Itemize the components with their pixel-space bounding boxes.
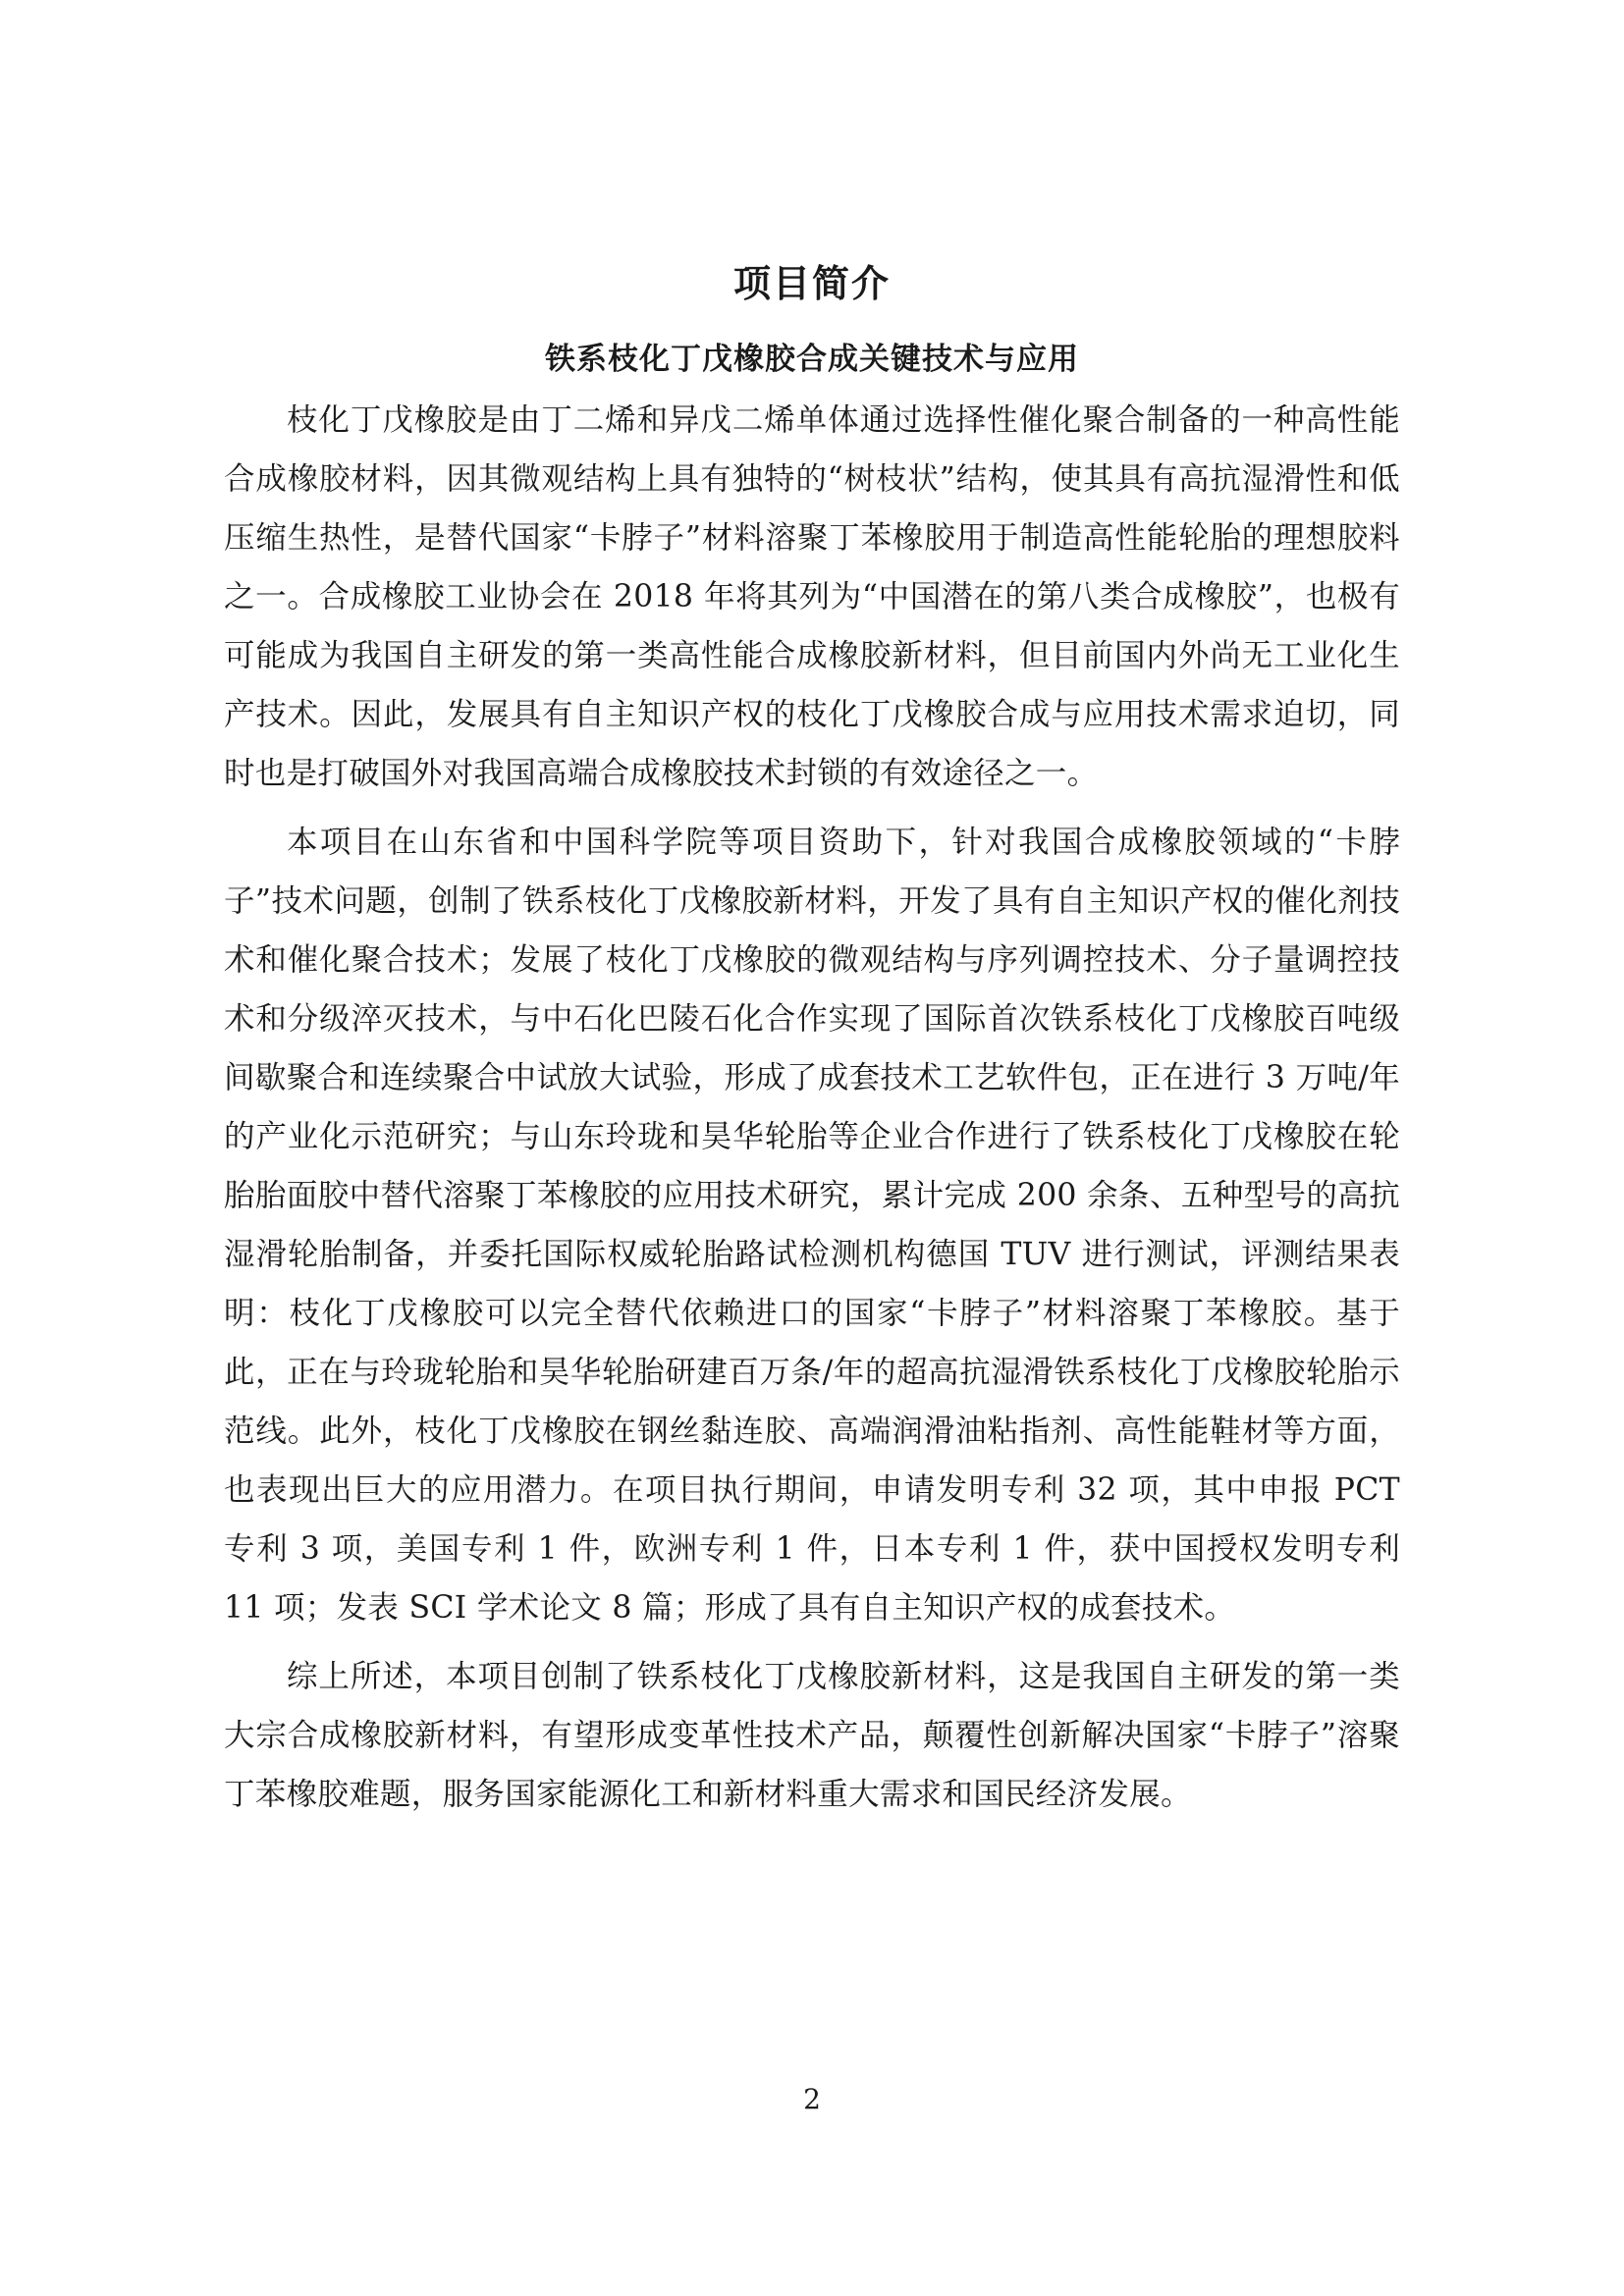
paragraph-achievements: 本项目在山东省和中国科学院等项目资助下，针对我国合成橡胶领域的“卡脖子”技术问题，创制了铁系枝化丁戊橡胶新材料，开发了具有自主知识产权的催化剂技术和催化聚合技术；发展了枝化丁戊橡胶的微观结构与序列调控技术、分子量调控技术和分级淬灭技术，与中石化巴陵石化合作实现了国际首次铁系枝化丁戊橡胶百吨级间歇聚合和连续聚合中试放大试验，形成了成套技术工艺软件包，正在进行 3 万吨/年的产业化示范研究；与山东玲珑和昊华轮胎等企业合作进行了铁系枝化丁戊橡胶在轮胎胎面胶中替代溶聚丁苯橡胶的应用技术研究，累计完成 200 余条、五种型号的高抗湿滑轮胎制备，并委托国际权威轮胎路试检测机构德国 TUV 进行测试，评测结果表明：枝化丁戊橡胶可以完全替代依赖进口的国家“卡脖子”材料溶聚丁苯橡胶。基于此，正在与玲珑轮胎和昊华轮胎研建百万条/年的超高抗湿滑铁系枝化丁戊橡胶轮胎示范线。此外，枝化丁戊橡胶在钢丝黏连胶、高端润滑油粘指剂、高性能鞋材等方面，也表现出巨大的应用潜力。在项目执行期间，申请发明专利 32 项，其中申报 PCT 专利 3 项，美国专利 1 件，欧洲专利 1 件，日本专利 1 件，获中国授权发明专利 11 项；发表 SCI 学术论文 8 篇；形成了具有自主知识产权的成套技术。 (224, 825, 1400, 1626)
page-title: 项目简介 (732, 261, 891, 305)
paragraph-background: 枝化丁戊橡胶是由丁二烯和异戊二烯单体通过选择性催化聚合制备的一种高性能合成橡胶材料，因其微观结构上具有独特的“树枝状”结构，使其具有高抗湿滑性和低压缩生热性，是替代国家“卡脖子”材料溶聚丁苯橡胶用于制造高性能轮胎的理想胶料之一。合成橡胶工业协会在 2018 年将其列为“中国潜在的第八类合成橡胶”，也极有可能成为我国自主研发的第一类高性能合成橡胶新材料，但目前国内外尚无工业化生产技术。因此，发展具有自主知识产权的枝化丁戊橡胶合成与应用技术需求迫切，同时也是打破国外对我国高端合成橡胶技术封锁的有效途径之一。 (224, 402, 1400, 791)
project-subtitle: 铁系枝化丁戊橡胶合成关键技术与应用 (545, 342, 1079, 377)
page-number: 2 (803, 2083, 821, 2115)
body-text (224, 391, 1400, 1824)
paragraph-summary: 综上所述，本项目创制了铁系枝化丁戊橡胶新材料，这是我国自主研发的第一类大宗合成橡胶新材料，有望形成变革性技术产品，颠覆性创新解决国家“卡脖子”溶聚丁苯橡胶难题，服务国家能源化工和新材料重大需求和国民经济发展。 (224, 1659, 1400, 1812)
